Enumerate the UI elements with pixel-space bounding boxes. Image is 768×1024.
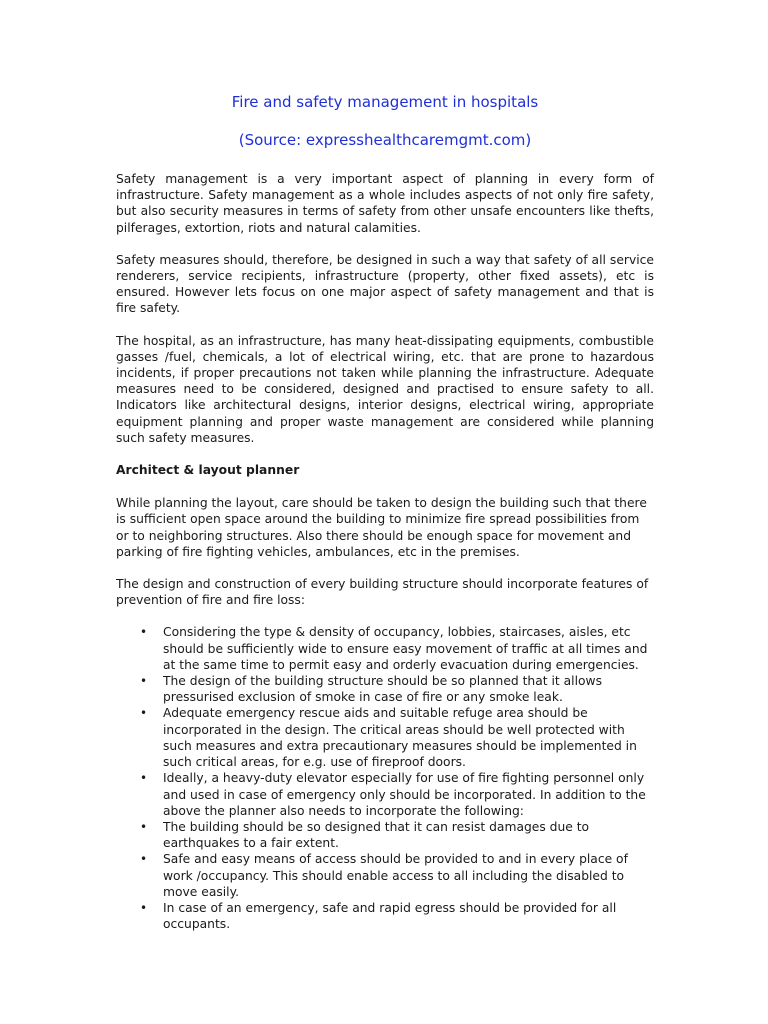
intro-paragraph-2: Safety measures should, therefore, be designed in such a way that safety of all service renderers, service recipients, infrastructure (property, other fixed assets), etc is ensured. However lets focus on one major aspect of safety management and that is fire safety. (116, 252, 654, 316)
list-item (116, 624, 654, 673)
bullet-icon: • (140, 771, 148, 786)
list-item (116, 851, 654, 900)
list-item-text: The design of the building structure should be so planned that it allows pressurised exclusion of smoke in case of fire or any smoke leak. (163, 674, 602, 705)
bullet-icon: • (140, 674, 148, 689)
bullet-icon: • (140, 852, 148, 867)
list-item (116, 770, 654, 819)
section-paragraph-1: While planning the layout, care should be taken to design the building such that there is sufficient open space around the building to minimize fire spread possibilities from or to neighboring structures. Also there should be enough space for movement and parking of fire fighting vehicles, ambulances, etc in the premises. (116, 496, 647, 559)
bullet-icon: • (140, 900, 148, 915)
intro-paragraph-1: Safety management is a very important aspect of planning in every form of infrastructure. Safety management as a whole includes aspects of not only fire safety, but also security measures in terms of safety from other unsafe encounters like thefts, pilferages, extortion, riots and natural calamities. (116, 172, 654, 235)
list-item (116, 819, 654, 851)
list-item-text: Adequate emergency rescue aids and suitable refuge area should be incorporated in the design. The critical areas should be well protected with such measures and extra precautionary measures should be implemented in such critical areas, for e.g. use of fireproof doors. (163, 706, 637, 770)
bullet-icon: • (140, 625, 148, 640)
bullet-icon: • (140, 706, 148, 721)
bullet-icon: • (140, 819, 148, 834)
section-paragraph-2: The design and construction of every building structure should incorporate features of prevention of fire and fire loss: (116, 577, 649, 608)
intro-paragraph-3: The hospital, as an infrastructure, has many heat-dissipating equipments, combustible gasses /fuel, chemicals, a lot of electrical wiring, etc. that are prone to hazardous incidents, if proper precautions not taken while planning the infrastructure. Adequate measures need to be considered, designed and practised to ensure safety to all. Indicators like architectural designs, interior designs, electrical wiring, appropriate equipment planning and proper waste management are considered while planning such safety measures. (116, 333, 654, 445)
section-heading: Architect & layout planner (116, 463, 300, 478)
list-item-text: Ideally, a heavy-duty elevator especially for use of fire fighting personnel only and used in case of emergency only should be incorporated. In addition to the above the planner also needs to incorporate the following: (163, 771, 646, 818)
list-item-text: Safe and easy means of access should be provided to and in every place of work /occupancy. This should enable access to all including the disabled to move easily. (163, 852, 628, 899)
document-title: Fire and safety management in hospitals (231, 93, 539, 111)
list-item (116, 673, 654, 705)
list-item-text: Considering the type & density of occupancy, lobbies, staircases, aisles, etc should be sufficiently wide to ensure easy movement of traffic at all times and at the same time to permit easy and orderly evacuation during emergencies. (163, 625, 648, 672)
list-item (116, 705, 654, 770)
list-item-text: In case of an emergency, safe and rapid egress should be provided for all occupants. (163, 900, 617, 932)
list-item-text: The building should be so designed that it can resist damages due to earthquakes to a fair extent. (163, 819, 590, 851)
list-item (116, 900, 654, 932)
bullet-list (116, 624, 654, 932)
document-source: (Source: expresshealthcaremgmt.com) (238, 131, 532, 149)
document-page (116, 92, 654, 932)
